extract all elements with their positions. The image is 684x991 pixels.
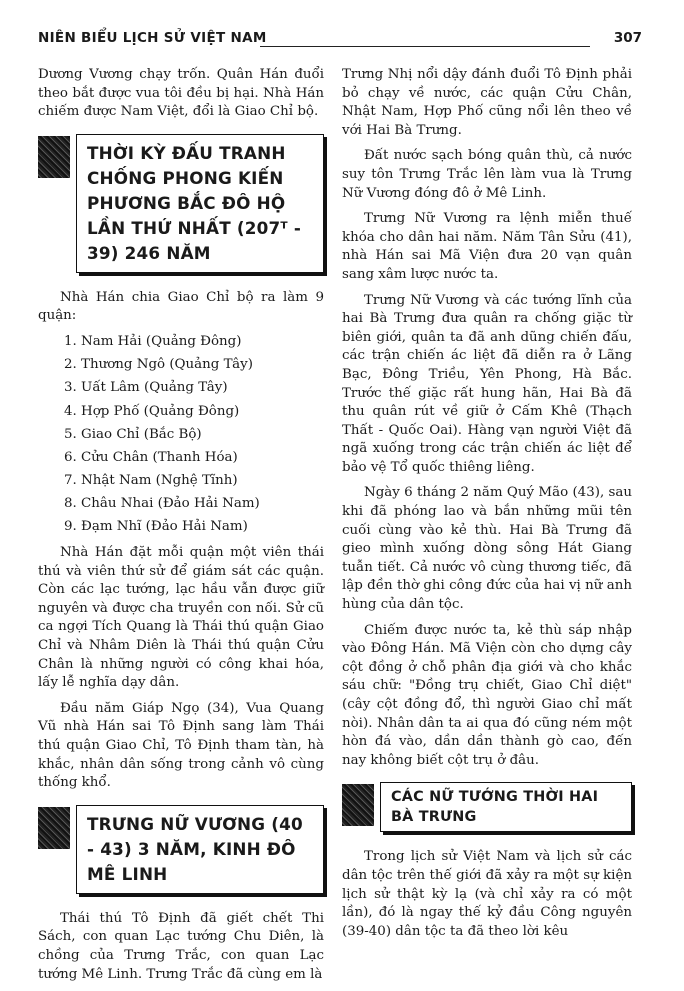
paragraph-officials: Nhà Hán đặt mỗi quận một viên thái thú và viên thứ sử để giám sát các quận. Còn các lạc tướng, lạc hầu vẫn được giữ nguyên và được cha truyền con nối. Sử cũ ca ngợi Tích Quang là Thái thú quận Giao Chỉ và Nhâm Diên là Thái thú quận Cửu Chân là những người có công khai hóa, lấy lễ nghĩa dạy dân.: [38, 545, 324, 691]
section-title: TRƯNG NỮ VƯƠNG (40 - 43) 3 NĂM, KINH ĐÔ MÊ LINH: [76, 805, 324, 894]
paragraph-bronze-pillar: Chiếm được nước ta, kẻ thù sáp nhập vào Đông Hán. Mã Viện còn cho dựng cây cột đồng ở chỗ phân địa giới và cho khắc sáu chữ: "Đồng trụ chiết, Giao Chỉ diệt" (cây cột đồng đổ, thì người Giao chỉ mất nòi). Nhân dân ta ai qua đó cũng ném một hòn đá vào, dần dần thành gò cao, đến nay không biết cột trụ ở đâu.: [342, 622, 632, 768]
header-rule: [260, 46, 590, 47]
list-item: 3. Uất Lâm (Quảng Tây): [64, 380, 228, 396]
paragraph-battles: Trưng Nữ Vương và các tướng lĩnh của hai Bà Trưng đưa quân ra chống giặc từ biên giới, quân ta đã anh dũng chiến đấu, các trận chiến ác liệt đã diễn ra ở Lãng Bạc, Đông Triều, Yên Phong, Hà Bắc. Trước thế giặc rất hung hãn, Hai Bà đã thu quân rút về giữ ở Cấm Khê (Thạch Thất - Quốc Oai). Hàng vạn người Việt đã ngã xuống trong các trận chiến ác liệt để bảo vệ Tổ quốc thiêng liêng.: [342, 292, 632, 475]
paragraph-thi-sach: Thái thú Tô Định đã giết chết Thi Sách, con quan Lạc tướng Chu Diên, là chồng của Trưng Trắc, con quan Lạc tướng Mê Linh. Trưng Trắc đã cùng em là: [38, 910, 324, 982]
paragraph-crowned: Đất nước sạch bóng quân thù, cả nước suy tôn Trưng Trắc lên làm vua là Trưng Nữ Vương đóng đô ở Mê Linh.: [342, 148, 632, 201]
list-item: 8. Châu Nhai (Đảo Hải Nam): [64, 496, 260, 512]
right-column: [342, 66, 632, 948]
paragraph-history: Trong lịch sử Việt Nam và lịch sử các dân tộc trên thế giới đã xảy ra một sự kiện lịch sử thật kỳ lạ (và chỉ xảy ra có một lần), đó là ngay thế kỷ đầu Công nguyên (39-40) dân tộc ta đã theo lời kêu: [342, 849, 632, 939]
list-item: 9. Đạm Nhĩ (Đảo Hải Nam): [64, 519, 248, 535]
section-title: THỜI KỲ ĐẤU TRANH CHỐNG PHONG KIẾN PHƯƠNG BẮC ĐÔ HỘ LẦN THỨ NHẤT (207ᵀ - 39) 246 NĂM: [76, 134, 324, 273]
page-number: 307: [613, 30, 642, 46]
list-item: 2. Thương Ngô (Quảng Tây): [64, 357, 253, 373]
paragraph-list-intro: Nhà Hán chia Giao Chỉ bộ ra làm 9 quận:: [38, 289, 324, 324]
district-list: [64, 333, 324, 537]
list-item: 7. Nhật Nam (Nghệ Tĩnh): [64, 473, 238, 489]
paragraph-uprising: Trưng Nhị nổi dậy đánh đuổi Tô Định phải bỏ chạy về nước, các quận Cửu Chân, Nhật Nam, Hợp Phố cũng nổi lên theo về với Hai Bà Trưng.: [342, 67, 632, 138]
left-column: [38, 66, 324, 991]
section-marker-icon: [342, 784, 374, 826]
paragraph-sacrifice: Ngày 6 tháng 2 năm Quý Mão (43), sau khi đã phóng lao và bắn những mũi tên cuối cùng vào kẻ thù. Hai Bà Trưng đã gieo mình xuống dòng sông Hát Giang tuẫn tiết. Cả nước vô cùng thương tiếc, đã lập đền thờ ghi công đức của hai vị nữ anh hùng của dân tộc.: [342, 485, 632, 613]
paragraph-giap-ngo: Đầu năm Giáp Ngọ (34), Vua Quang Vũ nhà Hán sai Tô Định sang làm Thái thú quận Giao Chỉ, Tô Định tham tàn, hà khắc, nhân dân sống trong cảnh vô cùng thống khổ.: [38, 700, 324, 791]
section-heading-trung-nu-vuong: [38, 805, 324, 894]
paragraph-tax: Trưng Nữ Vương ra lệnh miễn thuế khóa cho dân hai năm. Năm Tân Sửu (41), nhà Hán sai Mã Viện đưa 20 vạn quân sang xâm lược nước ta.: [342, 211, 632, 282]
list-item: 5. Giao Chỉ (Bắc Bộ): [64, 426, 202, 442]
running-title: NIÊN BIỂU LỊCH SỬ VIỆT NAM: [38, 30, 267, 46]
section-title: CÁC NỮ TƯỚNG THỜI HAI BÀ TRƯNG: [380, 782, 632, 832]
section-marker-icon: [38, 807, 70, 849]
paragraph-intro: Dương Vương chạy trốn. Quân Hán đuổi theo bắt được vua tôi đều bị hại. Nhà Hán chiếm được Nam Việt, đổi là Giao Chỉ bộ.: [38, 67, 324, 120]
section-marker-icon: [38, 136, 70, 178]
list-item: 6. Cửu Chân (Thanh Hóa): [64, 449, 238, 465]
page-header: [38, 20, 642, 50]
list-item: 1. Nam Hải (Quảng Đông): [64, 333, 242, 349]
list-item: 4. Hợp Phố (Quảng Đông): [64, 403, 240, 419]
section-heading-female-generals: [342, 782, 632, 832]
section-heading-first-domination: [38, 134, 324, 273]
